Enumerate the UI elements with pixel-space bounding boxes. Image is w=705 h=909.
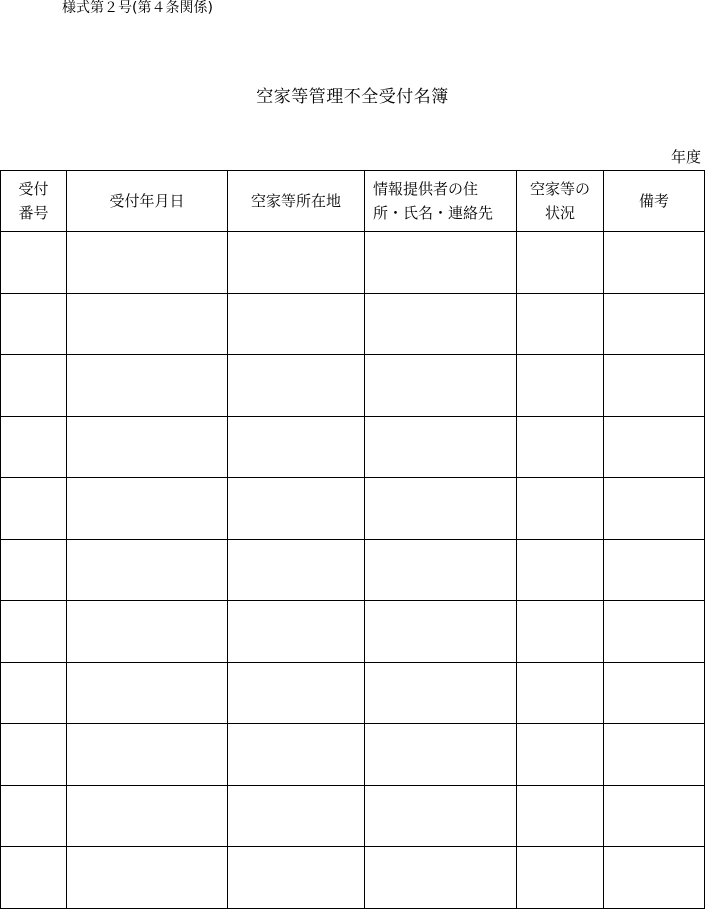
reception-date-cell[interactable] — [67, 539, 228, 601]
table-row — [1, 662, 705, 724]
header-reception-date — [67, 171, 228, 232]
remarks-cell[interactable] — [604, 478, 705, 540]
reception-number-cell[interactable] — [1, 293, 67, 355]
table-row — [1, 724, 705, 786]
table-row — [1, 232, 705, 294]
property-location-cell[interactable] — [228, 232, 365, 294]
remarks-cell[interactable] — [604, 355, 705, 417]
header-property-location — [228, 171, 365, 232]
reception-number-cell[interactable] — [1, 478, 67, 540]
reception-number-cell[interactable] — [1, 232, 67, 294]
property-location-cell[interactable] — [228, 847, 365, 909]
form-number: 様式第２号(第４条関係) — [62, 0, 213, 16]
remarks-cell[interactable] — [604, 293, 705, 355]
reception-date-cell[interactable] — [67, 847, 228, 909]
header-line: 受付年月日 — [109, 192, 185, 210]
informant-contact-cell[interactable] — [365, 785, 517, 847]
reception-number-cell[interactable] — [1, 724, 67, 786]
property-condition-cell[interactable] — [517, 785, 604, 847]
table-row — [1, 847, 705, 909]
property-location-cell[interactable] — [228, 539, 365, 601]
reception-date-cell[interactable] — [67, 416, 228, 478]
informant-contact-cell[interactable] — [365, 601, 517, 663]
informant-contact-cell[interactable] — [365, 847, 517, 909]
reception-number-cell[interactable] — [1, 847, 67, 909]
table-row — [1, 478, 705, 540]
table-row — [1, 539, 705, 601]
remarks-cell[interactable] — [604, 601, 705, 663]
header-line: 空家等の — [529, 180, 590, 198]
reception-register-table — [0, 170, 705, 909]
table-row — [1, 416, 705, 478]
remarks-cell[interactable] — [604, 416, 705, 478]
reception-date-cell[interactable] — [67, 293, 228, 355]
property-location-cell[interactable] — [228, 724, 365, 786]
informant-contact-cell[interactable] — [365, 724, 517, 786]
reception-date-cell[interactable] — [67, 478, 228, 540]
table-row — [1, 293, 705, 355]
header-line: 情報提供者の住 — [373, 180, 479, 198]
header-informant-contact — [365, 171, 517, 232]
document-title: 空家等管理不全受付名簿 — [256, 87, 449, 107]
reception-date-cell[interactable] — [67, 355, 228, 417]
header-property-condition — [517, 171, 604, 232]
property-location-cell[interactable] — [228, 601, 365, 663]
property-condition-cell[interactable] — [517, 293, 604, 355]
header-line: 番号 — [18, 204, 49, 222]
remarks-cell[interactable] — [604, 662, 705, 724]
informant-contact-cell[interactable] — [365, 662, 517, 724]
reception-number-cell[interactable] — [1, 601, 67, 663]
property-condition-cell[interactable] — [517, 601, 604, 663]
property-condition-cell[interactable] — [517, 232, 604, 294]
register-body — [1, 232, 705, 909]
property-location-cell[interactable] — [228, 662, 365, 724]
header-line: 空家等所在地 — [250, 192, 341, 210]
property-condition-cell[interactable] — [517, 847, 604, 909]
reception-number-cell[interactable] — [1, 355, 67, 417]
informant-contact-cell[interactable] — [365, 293, 517, 355]
property-condition-cell[interactable] — [517, 539, 604, 601]
reception-date-cell[interactable] — [67, 601, 228, 663]
reception-date-cell[interactable] — [67, 724, 228, 786]
property-location-cell[interactable] — [228, 478, 365, 540]
remarks-cell[interactable] — [604, 785, 705, 847]
header-line: 状況 — [544, 204, 575, 222]
remarks-cell[interactable] — [604, 539, 705, 601]
reception-number-cell[interactable] — [1, 539, 67, 601]
informant-contact-cell[interactable] — [365, 232, 517, 294]
property-condition-cell[interactable] — [517, 355, 604, 417]
reception-number-cell[interactable] — [1, 416, 67, 478]
property-condition-cell[interactable] — [517, 662, 604, 724]
header-reception-number — [1, 171, 67, 232]
remarks-cell[interactable] — [604, 724, 705, 786]
informant-contact-cell[interactable] — [365, 416, 517, 478]
header-line: 備考 — [638, 192, 669, 210]
reception-number-cell[interactable] — [1, 785, 67, 847]
reception-date-cell[interactable] — [67, 662, 228, 724]
remarks-cell[interactable] — [604, 232, 705, 294]
remarks-cell[interactable] — [604, 847, 705, 909]
table-row — [1, 355, 705, 417]
header-line: 受付 — [18, 180, 49, 198]
property-location-cell[interactable] — [228, 293, 365, 355]
informant-contact-cell[interactable] — [365, 478, 517, 540]
header-row — [1, 171, 705, 232]
reception-number-cell[interactable] — [1, 662, 67, 724]
header-remarks — [604, 171, 705, 232]
property-condition-cell[interactable] — [517, 724, 604, 786]
property-location-cell[interactable] — [228, 785, 365, 847]
informant-contact-cell[interactable] — [365, 539, 517, 601]
table-row — [1, 785, 705, 847]
informant-contact-cell[interactable] — [365, 355, 517, 417]
header-line: 所・氏名・連絡先 — [373, 204, 494, 222]
property-location-cell[interactable] — [228, 416, 365, 478]
property-condition-cell[interactable] — [517, 416, 604, 478]
reception-date-cell[interactable] — [67, 232, 228, 294]
table-row — [1, 601, 705, 663]
fiscal-year-label: 年度 — [670, 148, 701, 166]
reception-date-cell[interactable] — [67, 785, 228, 847]
property-location-cell[interactable] — [228, 355, 365, 417]
property-condition-cell[interactable] — [517, 478, 604, 540]
